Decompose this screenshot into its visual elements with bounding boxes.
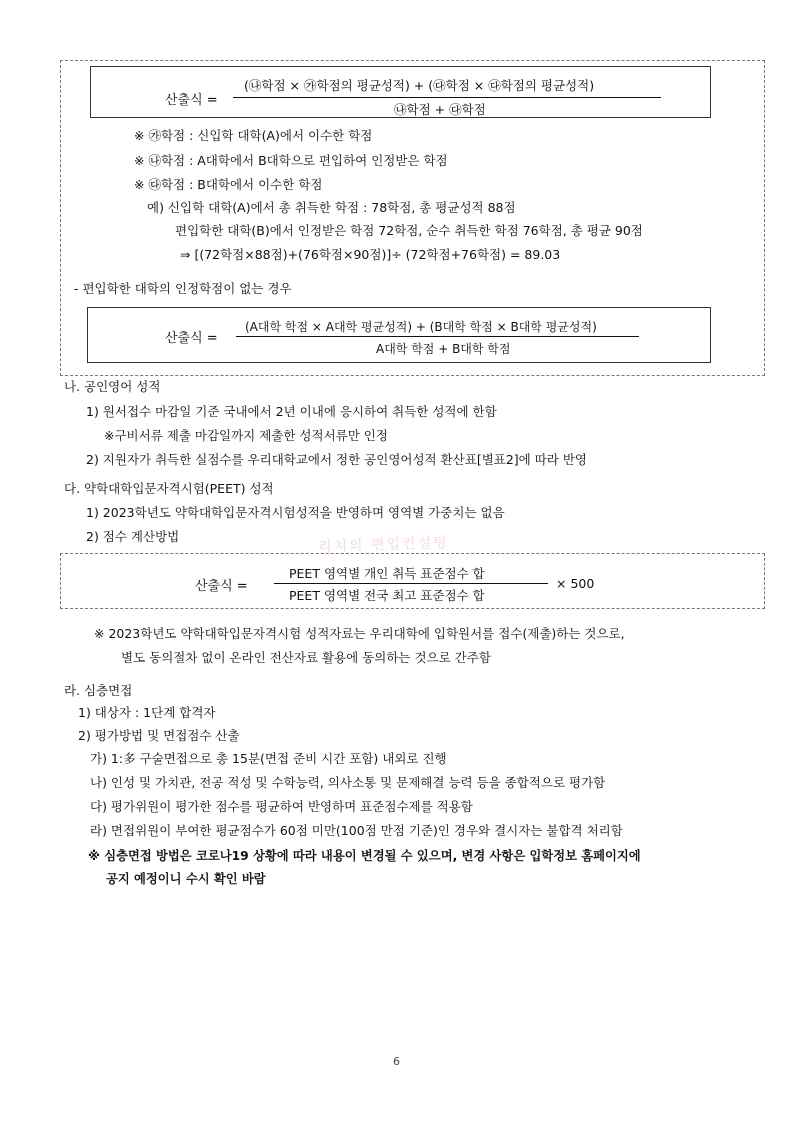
- formula3-numerator: PEET 영역별 개인 취득 표준점수 합: [289, 566, 485, 581]
- formula3-label: 산출식 =: [195, 579, 248, 594]
- interview-bold-note-line2: 공지 예정이니 수시 확인 바람: [106, 872, 266, 886]
- interview-bold-note-line1: ※ 심층면접 방법은 코로나19 상황에 따라 내용이 변경될 수 있으며, 변경 사항은 입학정보 홈페이지에: [88, 849, 641, 863]
- formula2-denominator: A대학 학점 + B대학 학점: [376, 342, 511, 356]
- note-ga-credit: ※ ㉮학점 : 신입학 대학(A)에서 이수한 학점: [134, 128, 373, 143]
- no-credit-case-heading: - 편입학한 대학의 인정학점이 없는 경우: [74, 281, 292, 296]
- section-da-title: 다. 약학대학입문자격시험(PEET) 성적: [64, 481, 274, 496]
- note-na-credit: ※ ㉯학점 : A대학에서 B대학으로 편입하여 인정받은 학점: [134, 153, 448, 168]
- formula2-label: 산출식 =: [165, 331, 218, 346]
- page-number: 6: [393, 1055, 400, 1068]
- example-line2: 편입학한 대학(B)에서 인정받은 학점 72학점, 순수 취득한 학점 76학점, 총 평균 90점: [175, 223, 643, 238]
- watermark: 리치의 편입컨설팅: [317, 534, 449, 556]
- formula1-denominator: ㉯학점 + ㉰학점: [394, 102, 486, 117]
- note-da-credit: ※ ㉰학점 : B대학에서 이수한 학점: [134, 177, 323, 192]
- section-ra-title: 라. 심층면접: [64, 683, 133, 698]
- section-na-item1: 1) 원서접수 마감일 기준 국내에서 2년 이내에 응시하여 취득한 성적에 한함: [86, 404, 497, 419]
- peet-note-line1: ※ 2023학년도 약학대학입문자격시험 성적자료는 우리대학에 입학원서를 접수(제출)하는 것으로,: [94, 626, 625, 641]
- section-da-item2: 2) 점수 계산방법: [86, 529, 180, 544]
- section-da-item1: 1) 2023학년도 약학대학입문자격시험성적을 반영하며 영역별 가중치는 없음: [86, 505, 505, 520]
- section-ra-subitem-ra: 라) 면접위원이 부여한 평균점수가 60점 미만(100점 만점 기준)인 경우와 결시자는 불합격 처리함: [90, 823, 623, 838]
- example-line3: ⇒ [(72학점×88점)+(76학점×90점)]÷ (72학점+76학점) = 89.03: [180, 247, 561, 262]
- peet-note-line2: 별도 동의절차 없이 온라인 전산자료 활용에 동의하는 것으로 간주함: [121, 650, 491, 665]
- section-na-note: ※구비서류 제출 마감일까지 제출한 성적서류만 인정: [104, 428, 388, 443]
- section-na-item2: 2) 지원자가 취득한 실점수를 우리대학교에서 정한 공인영어성적 환산표[별표2]에 따라 반영: [86, 452, 587, 467]
- formula2-numerator: (A대학 학점 × A대학 평균성적) + (B대학 학점 × B대학 평균성적): [245, 320, 597, 334]
- section-na-title: 나. 공인영어 성적: [64, 379, 161, 394]
- formula1-fraction-line: [233, 97, 661, 98]
- formula1-label: 산출식 =: [165, 93, 218, 108]
- formula3-denominator: PEET 영역별 전국 최고 표준점수 합: [289, 588, 485, 603]
- section-ra-item2: 2) 평가방법 및 면접점수 산출: [78, 728, 240, 743]
- formula1-numerator: (㉯학점 × ㉮학점의 평균성적) + (㉰학점 × ㉰학점의 평균성적): [244, 78, 595, 93]
- section-ra-subitem-ga: 가) 1:多 구술면접으로 총 15분(면접 준비 시간 포함) 내외로 진행: [90, 751, 447, 766]
- formula2-fraction-line: [236, 336, 639, 337]
- formula3-fraction-line: [274, 583, 548, 584]
- formula3-multiplier: × 500: [556, 576, 595, 591]
- section-ra-item1: 1) 대상자 : 1단계 합격자: [78, 705, 216, 720]
- example-line1: 예) 신입학 대학(A)에서 총 취득한 학점 : 78학점, 총 평균성적 88점: [147, 200, 516, 215]
- section-ra-subitem-na: 나) 인성 및 가치관, 전공 적성 및 수학능력, 의사소통 및 문제해결 능력 등을 종합적으로 평가함: [90, 775, 606, 790]
- section-ra-subitem-da: 다) 평가위원이 평가한 점수를 평균하여 반영하며 표준점수제를 적용함: [90, 799, 473, 814]
